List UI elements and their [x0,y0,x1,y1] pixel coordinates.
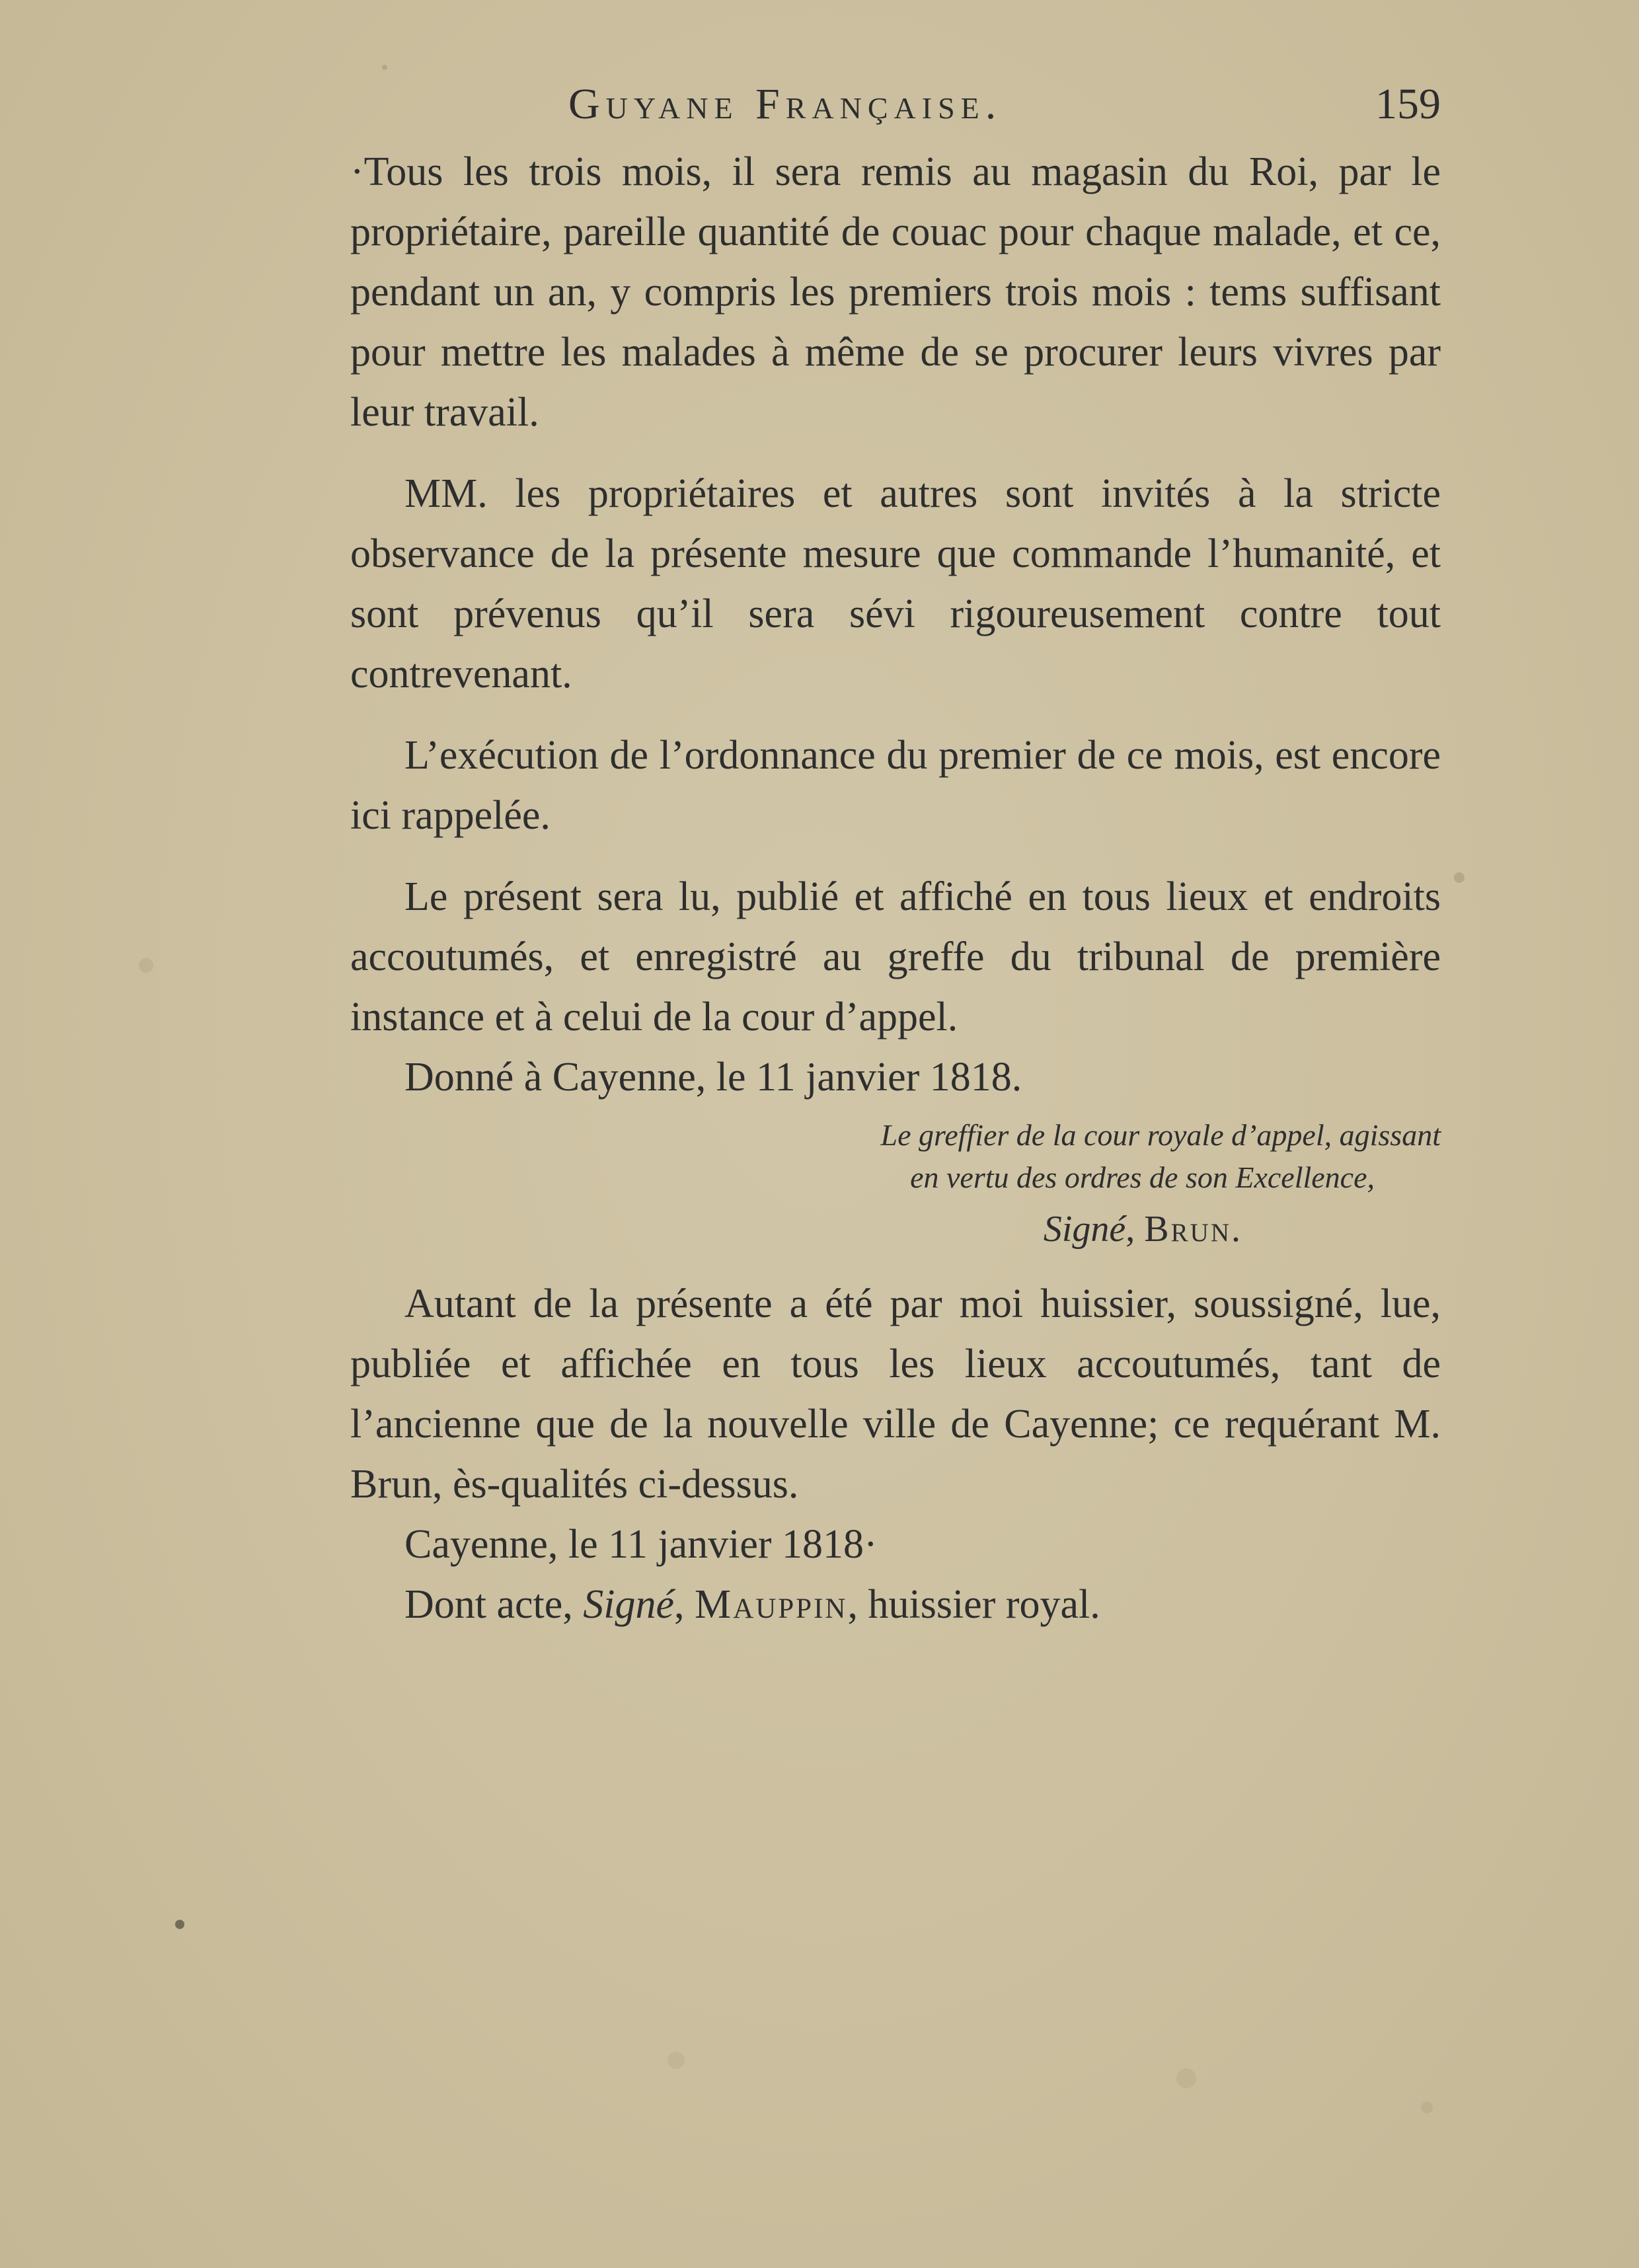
paragraph: ·Tous les trois mois, il sera remis au magasin du Roi, par le propriétaire, pareille quantité de couac pour chaque malade, et ce, pendant un an, y compris les premiers trois mois : tems suffisant pour mettre les malades à même de se procurer leurs vivres par leur travail. [350,149,1441,435]
paper-speck [382,65,387,70]
running-head [350,79,1441,139]
paper-speck [1176,2068,1196,2088]
dated-line: Donné à Cayenne, le 11 janvier 1818. [404,1055,1022,1100]
paper-speck [1454,872,1465,883]
signature-title-line: Le greffier de la cour royale d’appel, agissant [880,1118,1441,1152]
paper-speck [1421,2101,1433,2113]
paragraph: MM. les propriétaires et autres sont invités à la stricte observance de la présente mesure que commande l’humanité, et sont prévenus qu’il sera sévi rigoureusement contre tout contrevenant. [350,471,1441,697]
signed-label: Signé [1043,1209,1126,1250]
signature-title-line: en vertu des ordres de son Excellence, [910,1160,1375,1194]
paragraph: Le présent sera lu, publié et affiché en tous lieux et endroits accoutumés, et enregistré au greffe du tribunal de première instance et à celui de la cour d’appel. [350,874,1441,1040]
bailiff-name: Mauppin [695,1582,848,1627]
signature-name-line: Signé, Brun. [1043,1209,1242,1250]
paper-speck [667,2052,685,2069]
body-text [350,142,1441,1635]
page-number: 159 [1375,80,1441,128]
signature-block [350,1114,1441,1260]
running-title: Guyane Française. [568,80,1003,128]
final-act-line: Dont acte, Signé, Mauppin, huissier royal. [404,1582,1100,1627]
paper-speck [139,958,153,973]
paper-speck [175,1920,184,1929]
signer-name: Brun. [1144,1209,1242,1250]
final-act-prefix: Dont acte, [404,1582,573,1627]
final-act-suffix: , huissier royal. [847,1582,1100,1627]
dated-line: Cayenne, le 11 janvier 1818· [404,1522,878,1567]
paragraph: Autant de la présente a été par moi huissier, soussigné, lue, publiée et affichée en tous les lieux accoutumés, tant de l’ancienne que de la nouvelle ville de Cayenne; ce requérant M. Brun, ès-qualités ci-dessus. [350,1281,1441,1507]
paragraph: L’exécution de l’ordonnance du premier de ce mois, est encore ici rappelée. [350,733,1441,838]
signed-label: Signé [583,1582,675,1627]
